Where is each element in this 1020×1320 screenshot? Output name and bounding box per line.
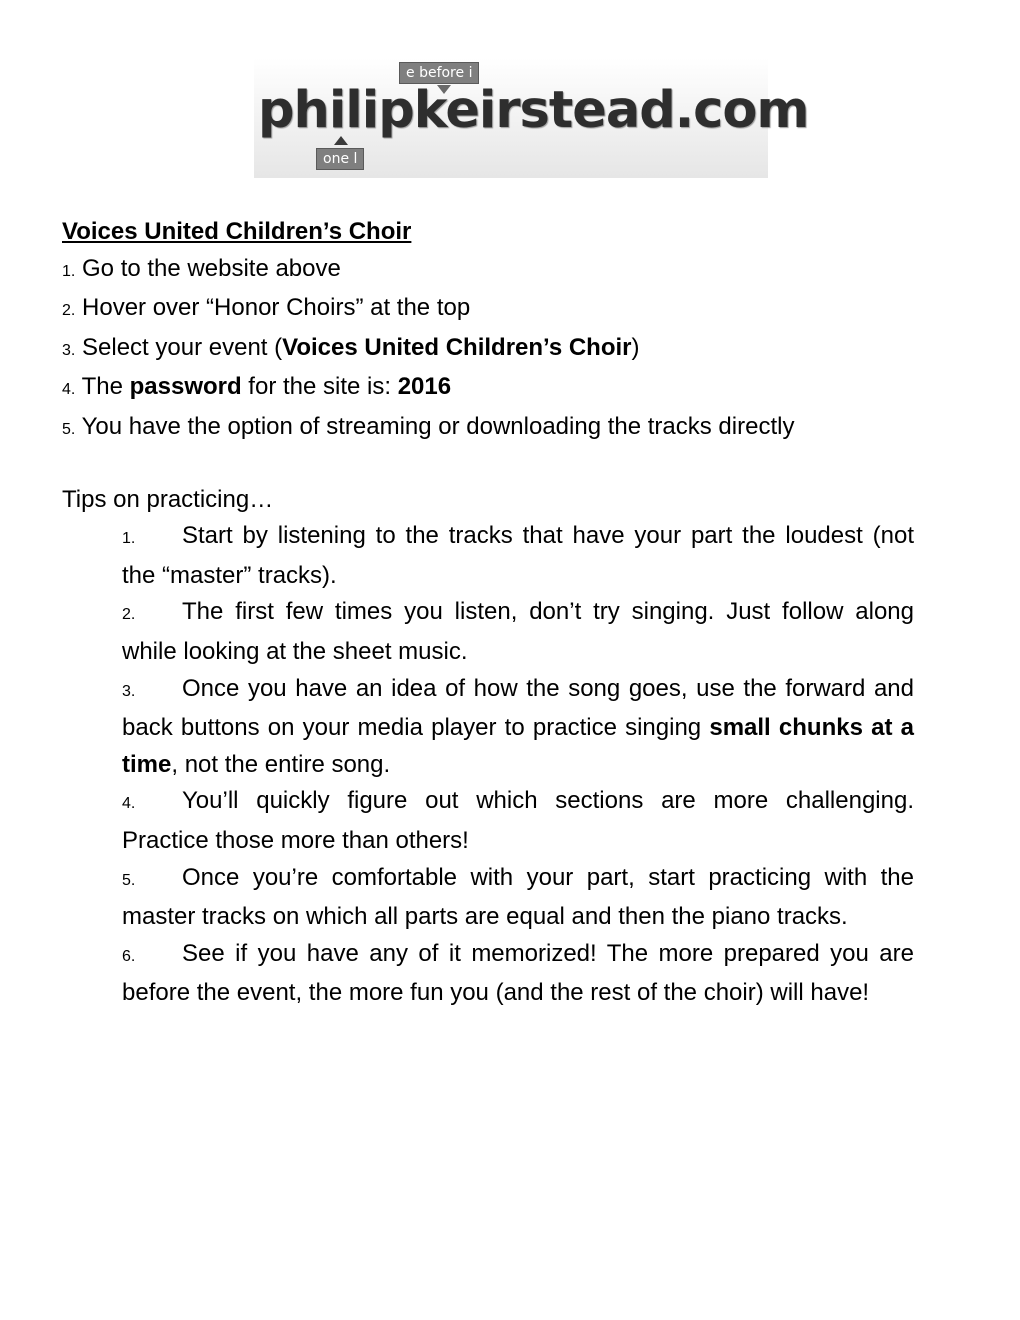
tip-6: 6. See if you have any of it memorized! The more prepared you are before the event, the more fun you (and the rest of the choir) will have! xyxy=(122,939,914,1007)
logo-tag-bottom: one l xyxy=(316,148,364,170)
tips-list xyxy=(122,518,914,1012)
step-5: 5. You have the option of streaming or downloading the tracks directly xyxy=(62,412,795,440)
step-4: 4. The password for the site is: 2016 xyxy=(62,373,452,401)
logo-text: philipkeirstead.com xyxy=(258,81,809,140)
document-body xyxy=(62,214,914,1012)
step-3: 3. Select your event (Voices United Children’s Choir) xyxy=(62,333,640,361)
tip-1: 1. Start by listening to the tracks that have your part the loudest (not the “master” tracks). xyxy=(122,522,914,589)
tip-5: 5. Once you’re comfortable with your part, start practicing with the master tracks on which all parts are equal and then the piano tracks. xyxy=(122,863,914,931)
tip-4: 4. You’ll quickly figure out which sections are more challenging. Practice those more than others! xyxy=(122,787,914,854)
site-logo xyxy=(254,58,809,178)
logo-tag-top: e before i xyxy=(399,62,479,84)
step-1: 1. Go to the website above xyxy=(62,254,341,282)
tips-heading: Tips on practicing… xyxy=(62,485,274,513)
tip-2: 2. The first few times you listen, don’t try singing. Just follow along while looking at the sheet music. xyxy=(122,598,914,665)
arrow-up-icon xyxy=(334,136,348,145)
page-title: Voices United Children’s Choir xyxy=(62,218,412,245)
step-2: 2. Hover over “Honor Choirs” at the top xyxy=(62,294,471,322)
tip-3: 3. Once you have an idea of how the song goes, use the forward and back buttons on your media player to practice singing small chunks at a time, not the entire song. xyxy=(122,674,914,778)
